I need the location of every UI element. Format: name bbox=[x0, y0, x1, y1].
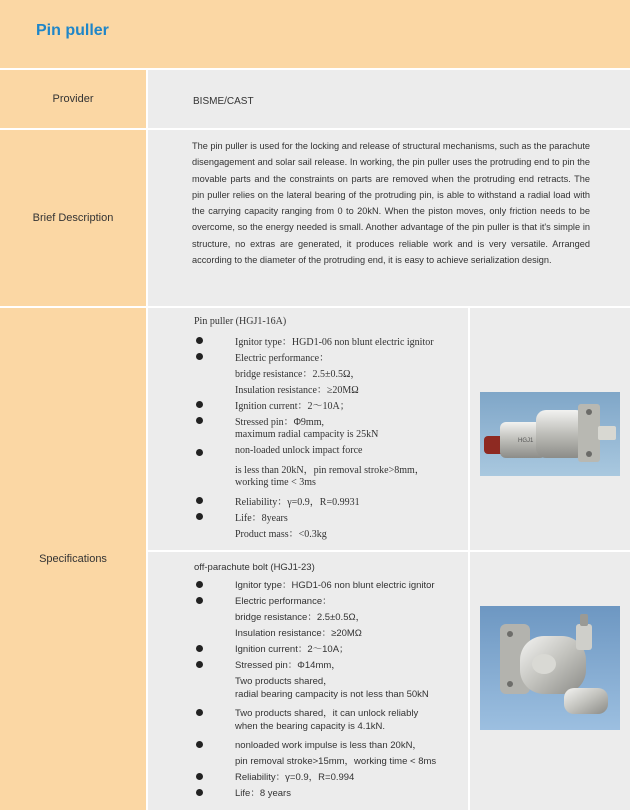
pin-puller-photo bbox=[480, 392, 620, 476]
description-text: The pin puller is used for the locking and release of structural mechanisms, such as the parachute disengagement and solar sail release. In working, the pin puller uses the protruding end to pin the movable parts and the constraints on parts are removed when the protruding end retracts. The pin puller relies on the lateral bearing of the protruding pin, is able to withstand a radial load with the carrying capacity ranging from 0 to 20kN. When the piston moves, only friction needs to be overcome, so the energy needed is small. Another advantage of the pin puller is that it's simple in structure, no extras are generated, it produces reliable work and is very versatile. Arranged according to the diameter of the protruding end, it is easy to achieve serialization design. bbox=[192, 141, 590, 266]
bullet-icon bbox=[196, 417, 203, 424]
provider-cell bbox=[148, 70, 630, 128]
bullet-icon bbox=[196, 645, 203, 652]
product-a-radial: maximum radial campacity is 25kN bbox=[235, 429, 379, 440]
product-b-insulation: Insulation resistance：≥20MΩ bbox=[235, 628, 362, 639]
provider-row bbox=[0, 70, 630, 128]
product-a-name: Pin puller (HGJ1-16A) bbox=[194, 316, 287, 327]
product-b-image-cell bbox=[470, 552, 630, 810]
description-label: Brief Description bbox=[0, 130, 146, 306]
bullet-icon bbox=[196, 741, 203, 748]
product-a-electric: Electric performance： bbox=[235, 353, 330, 364]
product-b-name: off-parachute bolt (HGJ1-23) bbox=[194, 562, 315, 573]
off-parachute-bolt-photo bbox=[480, 606, 620, 730]
product-a-ignition: Ignition current：2～10A； bbox=[235, 401, 350, 412]
provider-value: BISME/CAST bbox=[193, 96, 254, 107]
title-bar bbox=[0, 0, 630, 68]
product-b-bridge: bridge resistance：2.5±0.5Ω， bbox=[235, 612, 366, 623]
bullet-icon bbox=[196, 401, 203, 408]
product-a-mass: Product mass：<0.3kg bbox=[235, 529, 327, 540]
provider-label: Provider bbox=[0, 70, 146, 128]
product-a-block bbox=[148, 308, 630, 550]
product-a-insulation: Insulation resistance：≥20MΩ bbox=[235, 385, 359, 396]
bullet-icon bbox=[196, 773, 203, 780]
product-b-unlock: Two products shared，it can unlock reliably bbox=[235, 708, 419, 719]
product-b-stroke: pin removal stroke>15mm，working time < 8ms bbox=[235, 756, 437, 767]
bullet-icon bbox=[196, 581, 203, 588]
specifications-cell bbox=[148, 308, 630, 810]
bullet-icon bbox=[196, 709, 203, 716]
page-title: Pin puller bbox=[36, 22, 109, 39]
product-b-radial: radial bearing campacity is not less than 50kN bbox=[235, 689, 429, 700]
product-b-shared: Two products shared， bbox=[235, 676, 333, 687]
description-cell bbox=[148, 130, 630, 306]
bullet-icon bbox=[196, 597, 203, 604]
bullet-icon bbox=[196, 661, 203, 668]
product-a-ignitor: Ignitor type：HGD1-06 non blunt electric ignitor bbox=[235, 337, 434, 348]
bullet-icon bbox=[196, 497, 203, 504]
svg-text:HGJ1: HGJ1 bbox=[518, 438, 534, 444]
product-b-impulse: nonloaded work impulse is less than 20kN， bbox=[235, 740, 422, 751]
product-b-ignition: Ignition current：2～10A； bbox=[235, 644, 349, 655]
product-a-stroke: is less than 20kN，pin removal stroke>8mm， bbox=[235, 465, 425, 476]
product-a-bridge: bridge resistance：2.5±0.5Ω， bbox=[235, 369, 361, 380]
product-a-impact: non-loaded unlock impact force bbox=[235, 445, 363, 456]
product-b-life: Life：8 years bbox=[235, 788, 291, 799]
product-a-reliability: Reliability：γ=0.9，R=0.9931 bbox=[235, 497, 360, 508]
product-a-text-cell bbox=[148, 308, 468, 550]
product-b-text-cell bbox=[148, 552, 468, 810]
product-a-image-cell bbox=[470, 308, 630, 550]
description-row bbox=[0, 130, 630, 306]
product-b-pin: Stressed pin：Φ14mm， bbox=[235, 660, 341, 671]
bullet-icon bbox=[196, 513, 203, 520]
product-b-bearing: when the bearing capacity is 4.1kN. bbox=[235, 721, 385, 732]
bullet-icon bbox=[196, 353, 203, 360]
bullet-icon bbox=[196, 337, 203, 344]
specifications-row bbox=[0, 308, 630, 810]
product-b-electric: Electric performance： bbox=[235, 596, 332, 607]
product-b-ignitor: Ignitor type：HGD1-06 non blunt electric ignitor bbox=[235, 580, 435, 591]
product-a-life: Life：8years bbox=[235, 513, 288, 524]
product-b-block bbox=[148, 552, 630, 810]
product-a-time: working time < 3ms bbox=[235, 477, 316, 488]
product-b-reliability: Reliability：γ=0.9，R=0.994 bbox=[235, 772, 355, 783]
bullet-icon bbox=[196, 789, 203, 796]
product-a-pin: Stressed pin：Φ9mm, bbox=[235, 417, 324, 428]
specifications-label: Specifications bbox=[0, 308, 146, 810]
bullet-icon bbox=[196, 449, 203, 456]
